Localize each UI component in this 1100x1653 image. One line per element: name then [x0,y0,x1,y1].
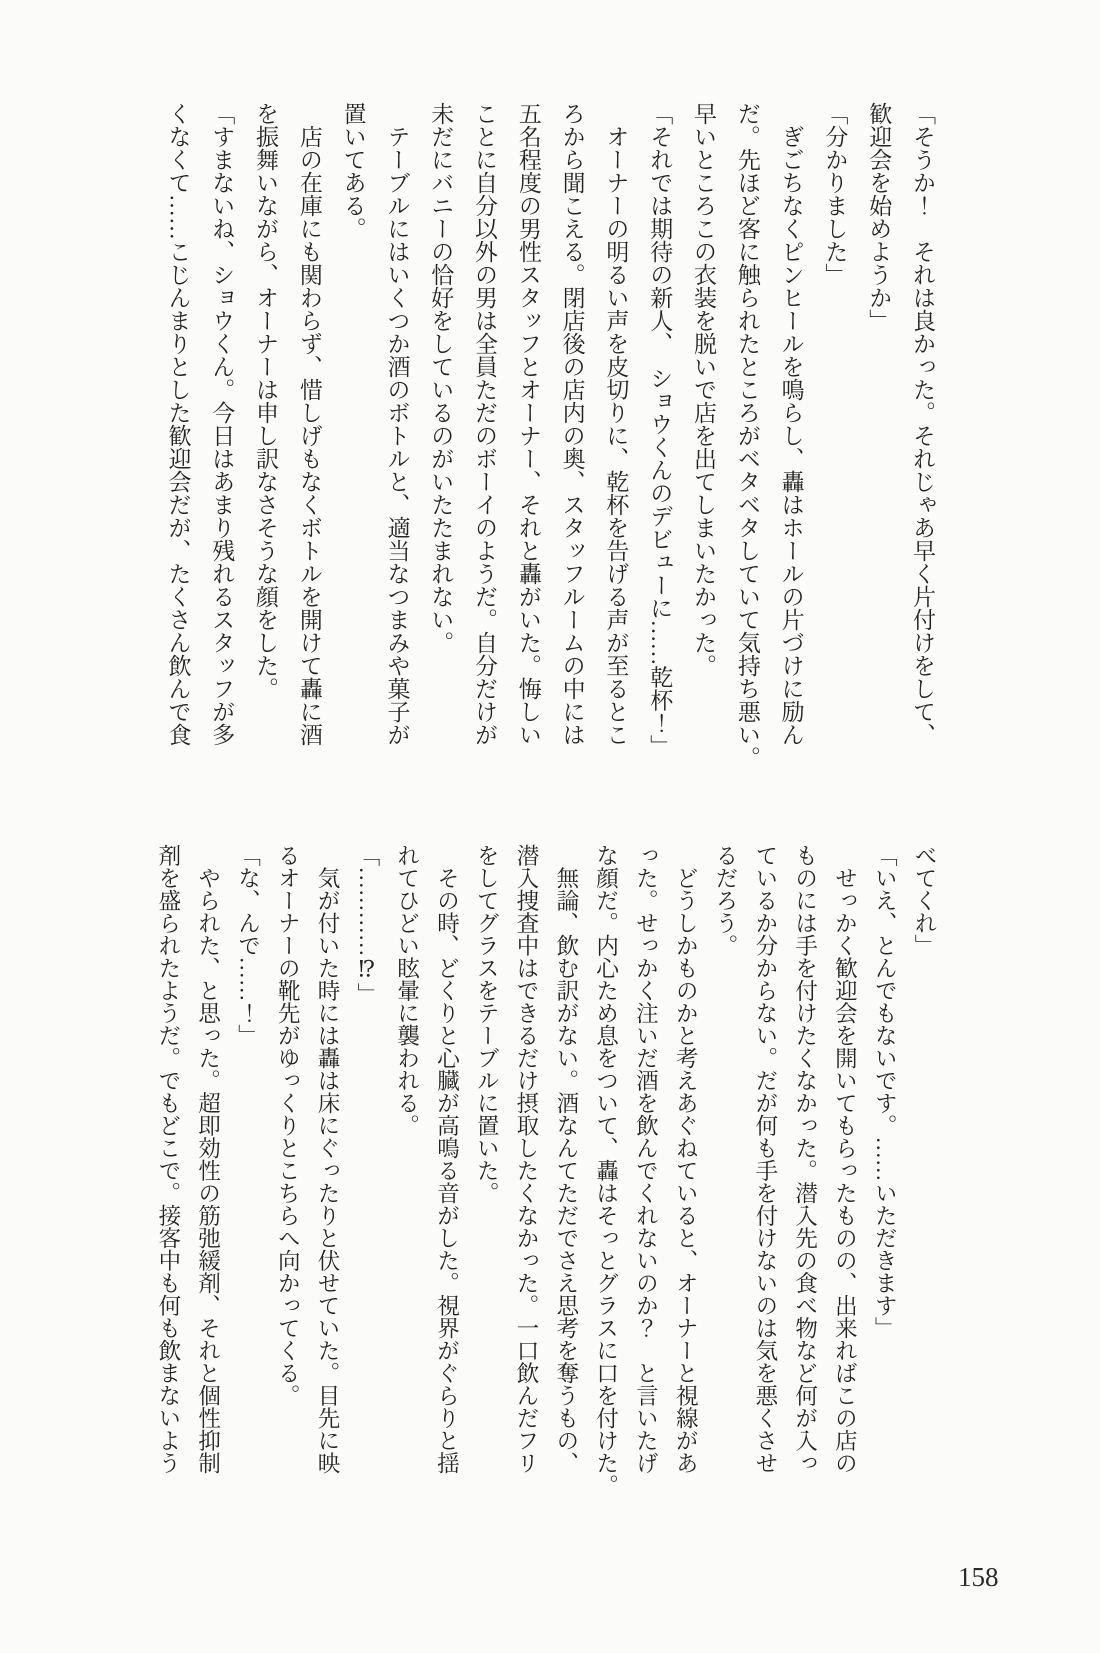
text-column: 五名程度の男性スタッフとオーナー、それと轟がいた。悔しい [515,102,541,746]
text-column: ことに自分以外の男は全員ただのボーイのようだ。自分だけが [472,102,498,746]
text-column: った。せっかく注いだ酒を飲んでくれないのか？ と言いたげ [633,844,659,1474]
text-column: オーナーの明るい声を皮切りに、乾杯を告げる声が至るとこ [603,102,629,746]
text-column: 「分かりました」 [822,102,848,286]
text-column: るオーナーの靴先がゆっくりとこちらへ向かってくる。 [275,844,301,1407]
text-column: 気が付いた時には轟は床にぐったりと伏せていた。目先に映 [315,844,341,1474]
text-column: 店の在庫にも関わらず、惜しげもなくボトルを開けて轟に酒 [296,102,322,746]
text-column: 「すまないね、ショウくん。今日はあまり残れるスタッフが多 [209,102,235,746]
text-column: ているか分からない。だが何も手を付けないのは気を悪くさせ [752,844,778,1474]
text-column: やられた、と思った。超即効性の筋弛緩剤、それと個性抑制 [195,844,221,1474]
text-column: べてくれ」 [912,844,937,957]
text-column: 「いえ、とんでもないです。……いただきます」 [872,844,898,1339]
text-column: テーブルにはいくつか酒のボトルと、適当なつまみや菓子が [384,102,410,746]
text-column: その時、どくりと心臓が高鳴る音がした。視界がぐらりと揺 [434,844,460,1474]
text-block-bottom [148,844,944,1506]
text-column: 未だにバニーの恰好をしているのがいたたまれない。 [428,102,454,654]
text-column: ものには手を付けたくなかった。潜入先の食べ物など何が入っ [792,844,818,1474]
text-column: れてひどい眩暈に襲われる。 [394,844,420,1137]
text-column: をしてグラスをテーブルに置いた。 [474,844,500,1204]
text-column: るだろう。 [713,844,739,957]
text-column: を振舞いながら、オーナーは申し訳なさそうな顔をした。 [253,102,279,700]
text-column: 歓迎会を始めようか」 [866,102,892,332]
text-column: 「そうか！ それは良かった。それじゃあ早く片付けをして、 [910,102,935,746]
text-column: 「…………⁉」 [354,844,380,1005]
text-column: 剤を盛られたようだ。でもどこで。接客中も何も飲まないよう [155,844,181,1474]
text-column: くなくて……こじんまりとした歓迎会だが、たくさん飲んで食 [165,102,191,746]
text-column: どうしかものかと考えあぐねていると、オーナーと視線があ [673,844,699,1474]
text-column: だ。先ほど客に触られたところがベタベタしていて気持ち悪い。 [734,102,760,769]
text-column: 早いところこの衣装を脱いで店を出てしまいたかった。 [691,102,717,677]
text-column: ぎごちなくピンヒールを鳴らし、轟はホールの片づけに励ん [778,102,804,746]
text-column: 置いてある。 [340,102,366,240]
text-column: な顔だ。内心ため息をついて、轟はそっとグラスに口を付けた。 [593,844,619,1497]
text-column: 無論、飲む訳がない。酒なんてただでさえ思考を奪うもの、 [553,844,579,1474]
page-number: 158 [958,1562,999,1592]
text-column: 潜入捜査中はできるだけ摂取したくなかった。一口飲んだフリ [514,844,540,1474]
text-column: せっかく歓迎会を開いてもらったものの、出来ればこの店の [832,844,858,1474]
text-column: ろから聞こえる。閉店後の店内の奥、スタッフルームの中には [559,102,585,746]
text-column: 「それでは期待の新人、 ショウくんのデビューに……乾杯！」 [647,102,673,758]
text-block-top [156,102,944,794]
text-column: 「な、んで……！」 [235,844,261,1047]
